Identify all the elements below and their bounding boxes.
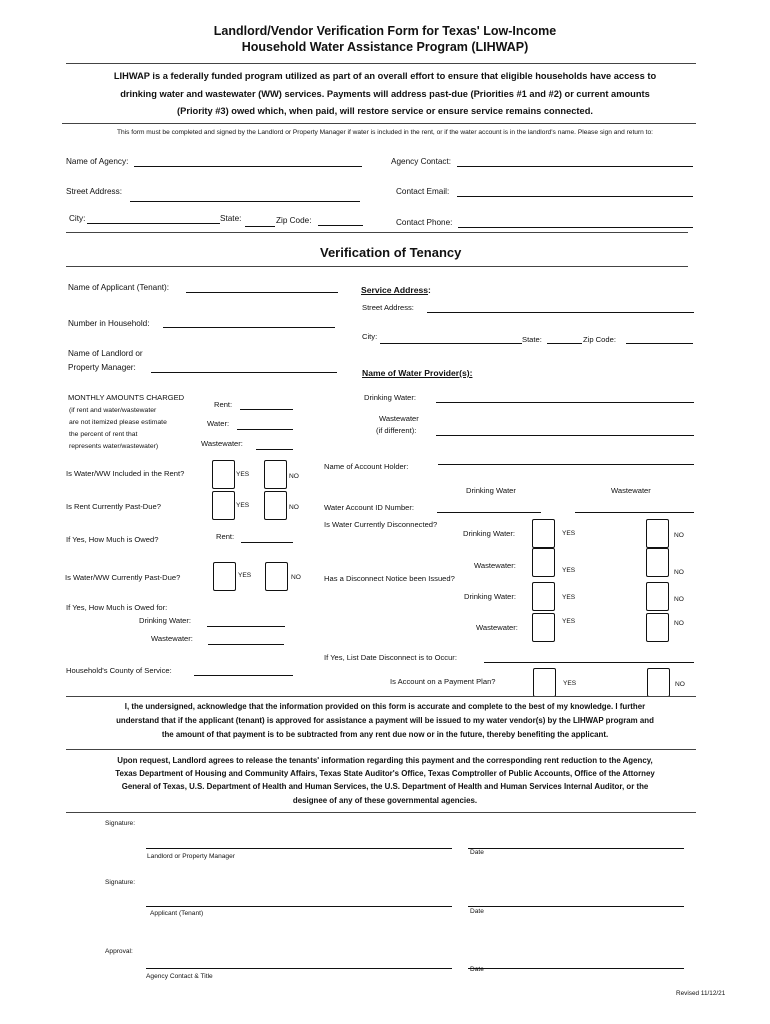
- agency-city-field[interactable]: [87, 223, 220, 224]
- service-city-label: City:: [362, 332, 378, 341]
- disconnected-yes-label: YES: [562, 530, 576, 537]
- notice-ww-label: Wastewater:: [476, 623, 518, 632]
- monthly-wastewater-label: Wastewater:: [201, 439, 243, 448]
- owed-dw-label: Drinking Water:: [139, 616, 192, 625]
- included-yes-checkbox[interactable]: [212, 460, 235, 489]
- instruction-text: This form must be completed and signed by the Landlord or Property Manager if water is included in the rent, or if the water account is in the landlord's name. Please sign and return to:: [116, 129, 653, 136]
- ww-pastdue-yes-label: YES: [238, 572, 252, 579]
- landlord-field[interactable]: [151, 372, 337, 373]
- disconnected-ww-no-label: NO: [674, 569, 684, 576]
- payment-plan-no-checkbox[interactable]: [647, 668, 670, 697]
- notice-dw-yes-label: YES: [562, 594, 576, 601]
- agency-city-label: City:: [69, 214, 86, 223]
- list-date-field[interactable]: [484, 662, 694, 663]
- certification-line1: I, the undersigned, acknowledge that the information provided on this form is accurate and complete to the best of my knowledge. I further: [124, 702, 646, 711]
- disconnected-ww-label: Wastewater:: [474, 561, 516, 570]
- account-id-drinking-field[interactable]: [437, 512, 541, 513]
- service-street-label: Street Address:: [362, 303, 414, 312]
- agency-name-label: Name of Agency:: [66, 157, 129, 166]
- release-line3: General of Texas, U.S. Department of Health and Human Services, the U.S. Department of Health and Human Services Internal Auditor, or the: [121, 782, 649, 791]
- service-state-field[interactable]: [547, 343, 582, 344]
- rent-pastdue-no-checkbox[interactable]: [264, 491, 287, 520]
- section-heading: Verification of Tenancy: [320, 245, 462, 260]
- provider-wastewater-field[interactable]: [436, 435, 694, 436]
- certification-line2: understand that if the applicant (tenant) is approved for assistance a payment will be issued to my water vendor(s) by the LIHWAP program and: [116, 716, 654, 725]
- landlord-date-line[interactable]: [468, 848, 684, 849]
- payment-plan-question: Is Account on a Payment Plan?: [390, 677, 496, 686]
- contact-email-field[interactable]: [457, 196, 693, 197]
- landlord-signature-line[interactable]: [146, 848, 452, 849]
- payment-plan-yes-checkbox[interactable]: [533, 668, 556, 697]
- disconnected-no-label: NO: [674, 532, 684, 539]
- applicant-caption: Applicant (Tenant): [150, 910, 204, 917]
- monthly-water-field[interactable]: [237, 429, 293, 430]
- owed-rent-field[interactable]: [241, 542, 293, 543]
- approval-label: Approval:: [105, 948, 133, 955]
- agency-contact-field[interactable]: [457, 166, 693, 167]
- how-much-question: If Yes, How Much is Owed?: [66, 535, 159, 544]
- agency-name-field[interactable]: [134, 166, 362, 167]
- account-id-label: Water Account ID Number:: [324, 503, 415, 512]
- intro-line2: drinking water and wastewater (WW) services. Payments will address past-due (Priorities #1 and #2) or current amounts: [120, 89, 650, 99]
- owed-ww-label: Wastewater:: [151, 634, 193, 643]
- notice-dw-no-label: NO: [674, 596, 684, 603]
- revised-date: Revised 11/12/21: [676, 990, 726, 997]
- agency-contact-label: Agency Contact:: [391, 157, 452, 166]
- agency-state-label: State:: [220, 214, 242, 223]
- payment-plan-no-label: NO: [675, 681, 685, 688]
- divider: [66, 63, 696, 64]
- approval-signature-line[interactable]: [146, 968, 452, 969]
- rent-pastdue-question: Is Rent Currently Past-Due?: [66, 502, 161, 511]
- applicant-date-label: Date: [470, 908, 484, 915]
- landlord-label-line2: Property Manager:: [68, 363, 136, 372]
- col-wastewater: Wastewater: [611, 486, 651, 495]
- disconnected-ww-yes-checkbox[interactable]: [532, 548, 555, 577]
- service-street-field[interactable]: [427, 312, 694, 313]
- account-holder-label: Name of Account Holder:: [324, 462, 409, 471]
- household-field[interactable]: [163, 327, 335, 328]
- provider-drinking-field[interactable]: [436, 402, 694, 403]
- divider: [66, 812, 696, 813]
- county-field[interactable]: [194, 675, 293, 676]
- applicant-label: Name of Applicant (Tenant):: [68, 283, 170, 292]
- divider: [62, 123, 696, 124]
- provider-wastewater-label-2: (if different):: [376, 426, 417, 435]
- landlord-date-label: Date: [470, 849, 484, 856]
- included-no-label: NO: [289, 473, 299, 480]
- service-state-label: State:: [522, 335, 542, 344]
- contact-phone-label: Contact Phone:: [396, 218, 453, 227]
- release-line4: designee of any of these governmental agencies.: [292, 796, 478, 805]
- included-no-checkbox[interactable]: [264, 460, 287, 489]
- landlord-label-line1: Name of Landlord or: [68, 349, 143, 358]
- ww-pastdue-question: Is Water/WW Currently Past-Due?: [65, 573, 181, 582]
- agency-zip-label: Zip Code:: [276, 216, 312, 225]
- approval-date-line[interactable]: [468, 968, 684, 969]
- col-drinking-water: Drinking Water: [466, 486, 516, 495]
- applicant-field[interactable]: [186, 292, 338, 293]
- monthly-rent-field[interactable]: [240, 409, 293, 410]
- ww-pastdue-no-label: NO: [291, 574, 301, 581]
- intro-line3: (Priority #3) owed which, when paid, will restore service or ensure service remains connected.: [177, 106, 593, 116]
- rent-pastdue-no-label: NO: [289, 504, 299, 511]
- disconnected-question: Is Water Currently Disconnected?: [324, 520, 438, 529]
- rent-pastdue-yes-label: YES: [236, 502, 250, 509]
- monthly-rent-label: Rent:: [214, 400, 233, 409]
- list-date-label: If Yes, List Date Disconnect is to Occur:: [324, 653, 457, 662]
- service-zip-label: Zip Code:: [583, 335, 616, 344]
- disconnected-yes-checkbox[interactable]: [532, 519, 555, 548]
- notice-dw-yes-checkbox[interactable]: [532, 582, 555, 611]
- intro-line1: LIHWAP is a federally funded program utilized as part of an overall effort to ensure that eligible households have access to: [113, 71, 657, 81]
- divider: [66, 696, 696, 697]
- service-city-field[interactable]: [380, 343, 522, 344]
- service-address-heading: Service Address:: [361, 285, 431, 295]
- ww-pastdue-no-checkbox[interactable]: [265, 562, 288, 591]
- county-label: Household's County of Service:: [66, 666, 172, 675]
- divider: [66, 232, 688, 233]
- water-provider-heading: Name of Water Provider(s):: [362, 368, 473, 378]
- included-yes-label: YES: [236, 471, 250, 478]
- applicant-date-line[interactable]: [468, 906, 684, 907]
- agency-street-label: Street Address:: [66, 187, 122, 196]
- approval-date-label: Date: [470, 966, 484, 973]
- household-label: Number in Household:: [68, 319, 150, 328]
- account-id-wastewater-field[interactable]: [575, 512, 694, 513]
- release-line1: Upon request, Landlord agrees to release the tenants' information regarding this payment and the corresponding rent reduction to the Agency,: [117, 756, 653, 765]
- owed-ww-field[interactable]: [208, 644, 284, 645]
- provider-wastewater-label: Wastewater: [379, 414, 419, 423]
- form-title-line2: Household Water Assistance Program (LIHWAP): [241, 40, 529, 54]
- payment-plan-yes-label: YES: [563, 680, 577, 687]
- contact-phone-field[interactable]: [458, 227, 693, 228]
- release-line2: Texas Department of Housing and Community Affairs, Texas State Auditor's Office, Texas Comptroller of Public Accounts, Office of the Attorney: [115, 769, 655, 778]
- notice-dw-no-checkbox[interactable]: [646, 582, 669, 611]
- divider: [66, 266, 688, 267]
- disconnected-no-checkbox[interactable]: [646, 519, 669, 548]
- service-zip-field[interactable]: [626, 343, 693, 344]
- notice-question: Has a Disconnect Notice been Issued?: [324, 574, 455, 583]
- form-title-line1: Landlord/Vendor Verification Form for Texas' Low-Income: [213, 24, 557, 38]
- notice-dw-label: Drinking Water:: [464, 592, 517, 601]
- contact-email-label: Contact Email:: [396, 187, 450, 196]
- monthly-water-label: Water:: [207, 419, 230, 428]
- disconnected-ww-yes-label: YES: [562, 567, 576, 574]
- agency-street-field[interactable]: [130, 201, 360, 202]
- applicant-signature-label: Signature:: [105, 879, 136, 886]
- notice-ww-no-checkbox[interactable]: [646, 613, 669, 642]
- agency-caption: Agency Contact & Title: [146, 973, 213, 980]
- owed-dw-field[interactable]: [207, 626, 285, 627]
- monthly-note: (if rent and water/wastewater are not itemized please estimate the percent of rent that represents water/wastewater): [69, 407, 167, 450]
- notice-ww-no-label: NO: [674, 620, 684, 627]
- notice-ww-yes-label: YES: [562, 618, 576, 625]
- notice-ww-yes-checkbox[interactable]: [532, 613, 555, 642]
- divider: [66, 749, 696, 750]
- applicant-signature-line[interactable]: [146, 906, 452, 907]
- disconnected-dw-label: Drinking Water:: [463, 529, 516, 538]
- account-holder-field[interactable]: [438, 464, 694, 465]
- monthly-heading: MONTHLY AMOUNTS CHARGED: [68, 393, 185, 402]
- landlord-signature-label: Signature:: [105, 820, 136, 827]
- agency-zip-field[interactable]: [318, 225, 363, 226]
- agency-state-field[interactable]: [245, 226, 275, 227]
- disconnected-ww-no-checkbox[interactable]: [646, 548, 669, 577]
- certification-line3: the amount of that payment is to be subtracted from any rent due now or in the future, thereby benefiting the applicant.: [161, 730, 609, 739]
- rent-pastdue-yes-checkbox[interactable]: [212, 491, 235, 520]
- how-much-for-label: If Yes, How Much is Owed for:: [66, 603, 168, 612]
- monthly-wastewater-field[interactable]: [256, 449, 293, 450]
- landlord-caption: Landlord or Property Manager: [147, 853, 235, 860]
- owed-rent-label: Rent:: [216, 532, 235, 541]
- ww-pastdue-yes-checkbox[interactable]: [213, 562, 236, 591]
- included-question: Is Water/WW Included in the Rent?: [66, 469, 185, 478]
- provider-drinking-label: Drinking Water:: [364, 393, 417, 402]
